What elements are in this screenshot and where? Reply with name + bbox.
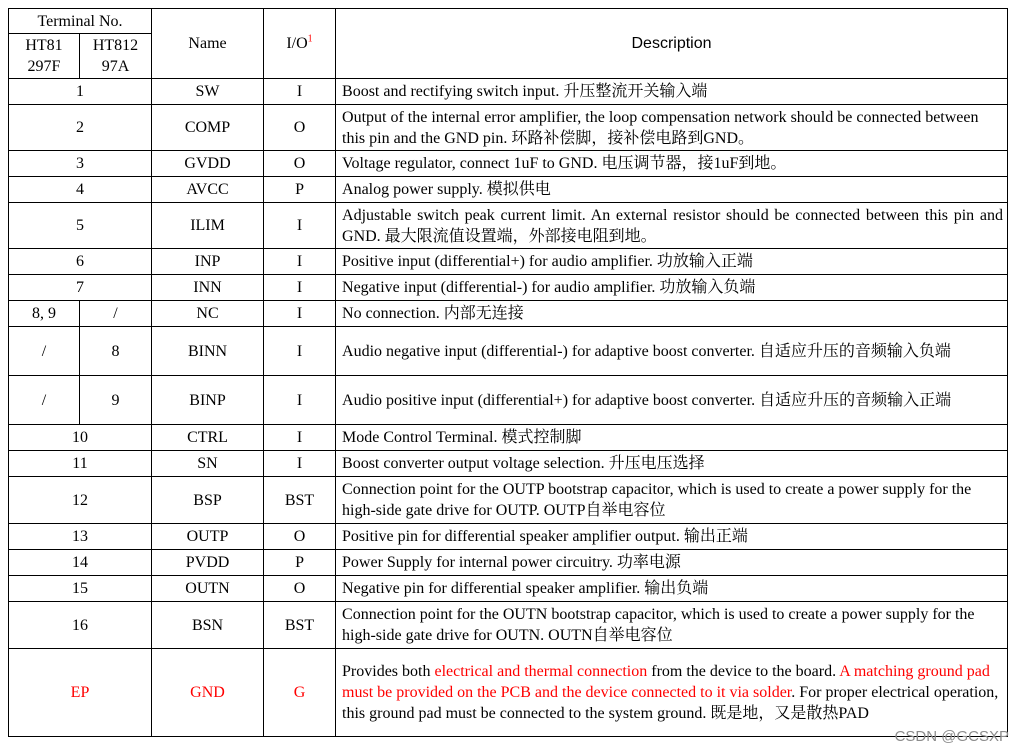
pin-description: Negative pin for differential speaker amplifier. 输出负端 — [336, 576, 1008, 602]
pin-number-part-b: 8 — [80, 327, 152, 376]
pin-name: INP — [152, 249, 264, 275]
pin-io: P — [264, 550, 336, 576]
pin-description: Adjustable switch peak current limit. An external resistor should be connected between this pin and GND. 最大限流值设置端，外部接电阻到地。 — [336, 203, 1008, 249]
pin-name: NC — [152, 301, 264, 327]
pin-description: Audio negative input (differential-) for adaptive boost converter. 自适应升压的音频输入负端 — [336, 327, 1008, 376]
pin-name: AVCC — [152, 177, 264, 203]
pin-description-ep — [336, 649, 1008, 737]
csdn-watermark: CSDN @GCSXP — [894, 728, 1009, 745]
pin-io: I — [264, 376, 336, 425]
name-header: Name — [152, 9, 264, 79]
pin-io-ground: G — [264, 649, 336, 737]
pin-number: 6 — [9, 249, 152, 275]
pin-name: PVDD — [152, 550, 264, 576]
pin-number-part-a: / — [9, 376, 80, 425]
pin-name-gnd: GND — [152, 649, 264, 737]
pin-io: I — [264, 327, 336, 376]
table-row — [9, 576, 1008, 602]
pin-name: COMP — [152, 105, 264, 151]
pin-number: 11 — [9, 451, 152, 477]
pin-io: I — [264, 425, 336, 451]
pin-number-ep: EP — [9, 649, 152, 737]
description-header: Description — [336, 9, 1008, 79]
pin-description: Analog power supply. 模拟供电 — [336, 177, 1008, 203]
pin-description-table — [8, 8, 1008, 737]
pin-description: Positive input (differential+) for audio amplifier. 功放输入正端 — [336, 249, 1008, 275]
ep-desc-part-3: from the device to the board. — [647, 663, 840, 680]
pin-number-part-b: 9 — [80, 376, 152, 425]
pin-name: BSP — [152, 477, 264, 524]
pin-name: SN — [152, 451, 264, 477]
pin-description: Audio positive input (differential+) for adaptive boost converter. 自适应升压的音频输入正端 — [336, 376, 1008, 425]
pin-number: 16 — [9, 602, 152, 649]
pin-io: O — [264, 151, 336, 177]
table-row — [9, 105, 1008, 151]
table-row — [9, 602, 1008, 649]
pin-number: 14 — [9, 550, 152, 576]
pin-io: I — [264, 275, 336, 301]
pin-io: O — [264, 105, 336, 151]
part-b-header — [80, 34, 152, 79]
pin-description: Boost converter output voltage selection. 升压电压选择 — [336, 451, 1008, 477]
pin-name: BSN — [152, 602, 264, 649]
part-a-line-1: HT81 — [25, 37, 63, 54]
pin-name: GVDD — [152, 151, 264, 177]
pin-name: SW — [152, 79, 264, 105]
table-row — [9, 301, 1008, 327]
table-header-row — [9, 9, 1008, 34]
pin-name: CTRL — [152, 425, 264, 451]
pin-description: Connection point for the OUTN bootstrap capacitor, which is used to create a power supply for the high-side gate drive for OUTN. OUTN自举电容位 — [336, 602, 1008, 649]
pin-io: I — [264, 79, 336, 105]
table-row — [9, 376, 1008, 425]
pin-number: 15 — [9, 576, 152, 602]
pin-io: I — [264, 301, 336, 327]
pin-io: I — [264, 451, 336, 477]
pin-io: BST — [264, 477, 336, 524]
io-header — [264, 9, 336, 79]
ep-desc-part-1: Provides both — [342, 663, 435, 680]
table-row — [9, 425, 1008, 451]
pin-description: No connection. 内部无连接 — [336, 301, 1008, 327]
table-row — [9, 524, 1008, 550]
pin-number: 12 — [9, 477, 152, 524]
part-b-line-2: 97A — [101, 58, 130, 75]
pin-number: 1 — [9, 79, 152, 105]
pin-number-part-a: 8, 9 — [9, 301, 80, 327]
ep-desc-highlight-1: electrical and thermal connection — [434, 663, 648, 680]
pin-number: 2 — [9, 105, 152, 151]
table-row — [9, 477, 1008, 524]
pin-name: ILIM — [152, 203, 264, 249]
pin-description: Positive pin for differential speaker amplifier output. 输出正端 — [336, 524, 1008, 550]
pin-io: O — [264, 524, 336, 550]
pin-description: Boost and rectifying switch input. 升压整流开关输入端 — [336, 79, 1008, 105]
table-row — [9, 151, 1008, 177]
pin-name: BINP — [152, 376, 264, 425]
table-row — [9, 451, 1008, 477]
table-row — [9, 327, 1008, 376]
io-header-label: I/O — [286, 35, 308, 52]
pin-description: Negative input (differential-) for audio amplifier. 功放输入负端 — [336, 275, 1008, 301]
pin-io: I — [264, 203, 336, 249]
pin-number: 10 — [9, 425, 152, 451]
terminal-no-header: Terminal No. — [9, 9, 152, 34]
pin-number: 5 — [9, 203, 152, 249]
pin-number: 7 — [9, 275, 152, 301]
part-b-line-1: HT812 — [92, 37, 139, 54]
pin-number: 13 — [9, 524, 152, 550]
part-a-line-2: 297F — [27, 58, 61, 75]
part-a-header — [9, 34, 80, 79]
pin-name: BINN — [152, 327, 264, 376]
pin-number-part-a: / — [9, 327, 80, 376]
pin-description: Mode Control Terminal. 模式控制脚 — [336, 425, 1008, 451]
pin-io: O — [264, 576, 336, 602]
table-row — [9, 177, 1008, 203]
pin-io: BST — [264, 602, 336, 649]
ep-desc-highlight-2: A matching ground pad must be provided on the PCB and the device connected to it via solder — [342, 663, 990, 701]
pin-description: Voltage regulator, connect 1uF to GND. 电压调节器，接1uF到地。 — [336, 151, 1008, 177]
table-row — [9, 203, 1008, 249]
table-row — [9, 550, 1008, 576]
table-row — [9, 79, 1008, 105]
pin-description: Power Supply for internal power circuitry. 功率电源 — [336, 550, 1008, 576]
table-row-exposed-pad — [9, 649, 1008, 737]
io-footnote-marker: 1 — [307, 33, 313, 45]
table-row — [9, 275, 1008, 301]
table-row — [9, 249, 1008, 275]
pin-number: 3 — [9, 151, 152, 177]
pin-name: OUTN — [152, 576, 264, 602]
pin-io: P — [264, 177, 336, 203]
pin-number: 4 — [9, 177, 152, 203]
pin-number-part-b: / — [80, 301, 152, 327]
pin-description: Output of the internal error amplifier, the loop compensation network should be connected between this pin and the GND pin. 环路补偿脚，接补偿电路到GND。 — [336, 105, 1008, 151]
pin-name: INN — [152, 275, 264, 301]
ep-desc-part-5: . For proper electrical operation, this ground pad must be connected to the system ground. 既是地，又是散热PAD — [342, 684, 999, 722]
pin-description: Connection point for the OUTP bootstrap capacitor, which is used to create a power supply for the high-side gate drive for OUTP. OUTP自举电容位 — [336, 477, 1008, 524]
pin-io: I — [264, 249, 336, 275]
pin-name: OUTP — [152, 524, 264, 550]
